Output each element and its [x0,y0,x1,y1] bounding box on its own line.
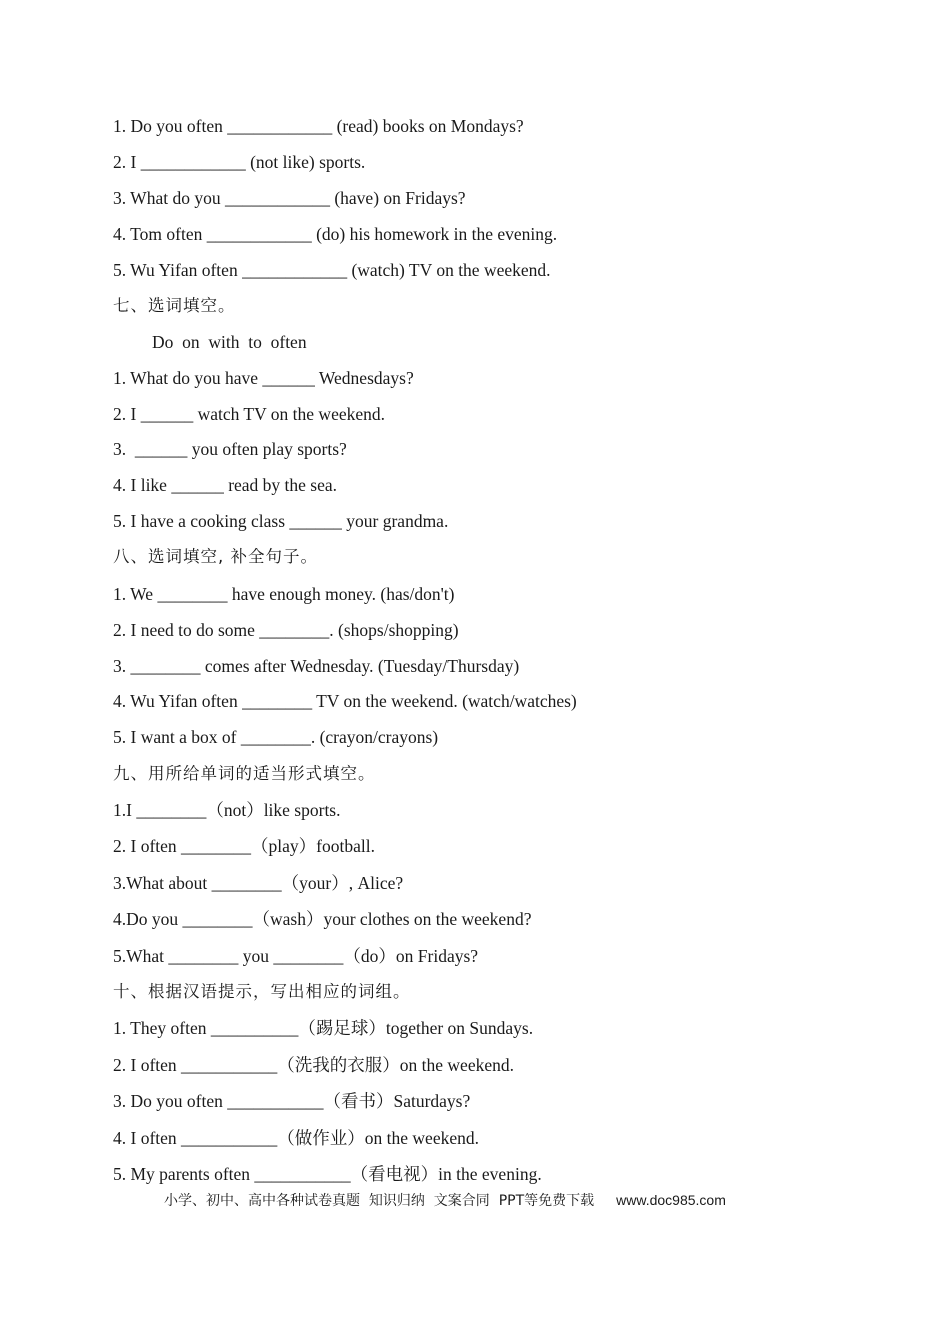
question-line: 5. My parents often ___________（看电视）in the evening. [113,1164,542,1184]
question-line: 2. I often ________（play）football. [113,836,375,856]
question-line: 3. What do you ____________ (have) on Fridays? [113,188,466,208]
page-footer [164,1190,726,1211]
question-line: 4. Wu Yifan often ________ TV on the weekend. (watch/watches) [113,691,577,711]
section-heading: 九、用所给单词的适当形式填空。 [113,764,376,783]
section-heading: 十、根据汉语提示，写出相应的词组。 [113,982,411,1001]
question-line: 3. Do you often ___________（看书）Saturdays? [113,1091,471,1111]
question-line: 3. ________ comes after Wednesday. (Tuesday/Thursday) [113,656,520,676]
section-heading: 七、选词填空。 [113,296,236,315]
footer-text: 小学、初中、高中各种试卷真题 知识归纳 文案合同 PPT等免费下载 [164,1193,595,1209]
question-line: 4.Do you ________（wash）your clothes on the weekend? [113,909,532,929]
question-line: 5. I have a cooking class ______ your grandma. [113,511,449,531]
question-line: 1. They often __________（踢足球）together on Sundays. [113,1018,534,1038]
question-line: 1. What do you have ______ Wednesdays? [113,368,414,388]
question-line: 1. Do you often ____________ (read) books on Mondays? [113,116,524,136]
question-line: 3. ______ you often play sports? [113,439,347,459]
question-line: 4. Tom often ____________ (do) his homework in the evening. [113,224,558,244]
question-line: 2. I ____________ (not like) sports. [113,152,366,172]
question-line: 1. We ________ have enough money. (has/don't) [113,584,455,604]
question-line: 4. I like ______ read by the sea. [113,475,338,495]
question-line: 2. I ______ watch TV on the weekend. [113,404,386,424]
question-line: 3.What about ________（your）, Alice? [113,873,404,893]
question-line: 5. Wu Yifan often ____________ (watch) TV on the weekend. [113,260,551,280]
question-line: 4. I often ___________（做作业）on the weekend. [113,1128,479,1148]
question-line: 5.What ________ you ________（do）on Fridays? [113,946,479,966]
question-line: 2. I need to do some ________. (shops/shopping) [113,620,459,640]
question-line: 1.I ________（not）like sports. [113,800,341,820]
word-bank: Do on with to often [152,332,307,352]
question-line: 2. I often ___________（洗我的衣服）on the weekend. [113,1055,514,1075]
footer-url-link[interactable]: www.doc985.com [616,1192,726,1208]
section-heading: 八、选词填空, 补全句子。 [113,547,318,566]
question-line: 5. I want a box of ________. (crayon/crayons) [113,727,439,747]
